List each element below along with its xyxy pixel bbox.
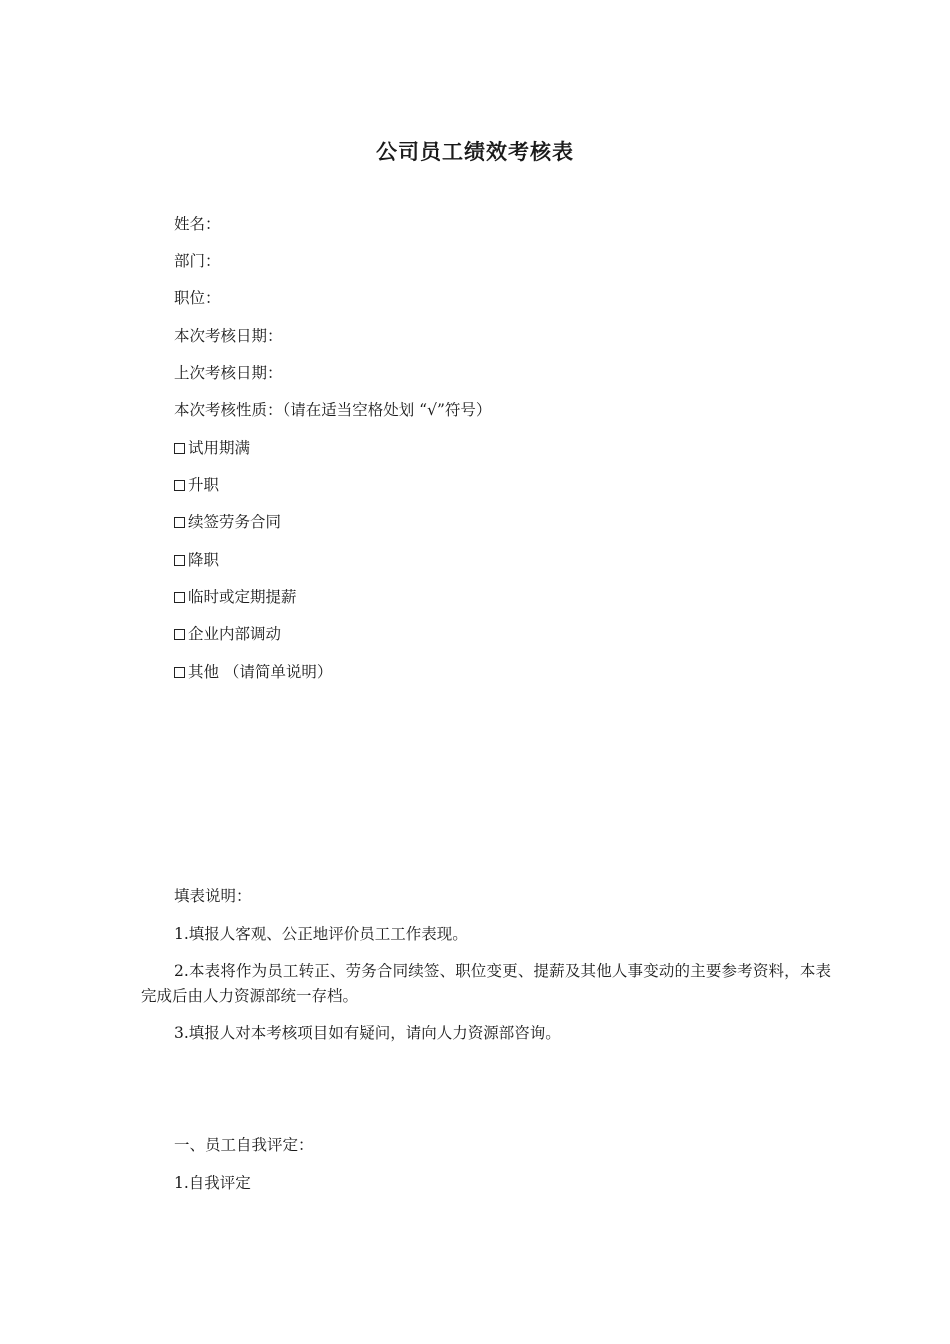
option-demotion[interactable] bbox=[174, 550, 219, 570]
field-last-review-date: 上次考核日期： bbox=[174, 364, 283, 382]
checkbox-icon[interactable] bbox=[174, 443, 185, 454]
option-label: 临时或定期提薪 bbox=[188, 588, 297, 606]
checkbox-icon[interactable] bbox=[174, 480, 185, 491]
checkbox-icon[interactable] bbox=[174, 517, 185, 528]
option-other[interactable] bbox=[174, 662, 332, 682]
field-position: 职位： bbox=[174, 289, 221, 307]
option-probation-end[interactable] bbox=[174, 438, 250, 458]
section-one-heading: 一、员工自我评定： bbox=[174, 1136, 314, 1154]
field-name: 姓名： bbox=[174, 215, 221, 233]
checkbox-icon[interactable] bbox=[174, 667, 185, 678]
option-internal-transfer[interactable] bbox=[174, 624, 281, 644]
field-current-review-date: 本次考核日期： bbox=[174, 327, 283, 345]
option-label: 试用期满 bbox=[188, 439, 251, 457]
option-promotion[interactable] bbox=[174, 475, 219, 495]
option-label: 降职 bbox=[188, 551, 220, 569]
instruction-item-1: 1.填报人客观、公正地评价员工工作表现。 bbox=[174, 925, 468, 943]
option-salary-raise[interactable] bbox=[174, 587, 297, 607]
checkbox-icon[interactable] bbox=[174, 592, 185, 603]
instruction-item-2: 2.本表将作为员工转正、劳务合同续签、职位变更、提薪及其他人事变动的主要参考资料，本表完成后由人力资源部统一存档。 bbox=[141, 962, 831, 1005]
option-label: 续签劳务合同 bbox=[188, 513, 282, 531]
instructions-heading: 填表说明： bbox=[174, 887, 252, 905]
instruction-item-3: 3.填报人对本考核项目如有疑问，请向人力资源部咨询。 bbox=[174, 1024, 561, 1042]
document-title: 公司员工绩效考核表 bbox=[376, 140, 574, 164]
option-label: 企业内部调动 bbox=[188, 625, 282, 643]
field-department: 部门： bbox=[174, 252, 221, 270]
checkbox-icon[interactable] bbox=[174, 555, 185, 566]
section-one-subheading: 1.自我评定 bbox=[174, 1174, 251, 1192]
checkbox-icon[interactable] bbox=[174, 629, 185, 640]
option-label: 其他 （请简单说明） bbox=[188, 663, 333, 681]
field-review-nature: 本次考核性质：（请在适当空格处划 “√”符号） bbox=[174, 401, 492, 419]
option-label: 升职 bbox=[188, 476, 220, 494]
option-contract-renewal[interactable] bbox=[174, 512, 281, 532]
